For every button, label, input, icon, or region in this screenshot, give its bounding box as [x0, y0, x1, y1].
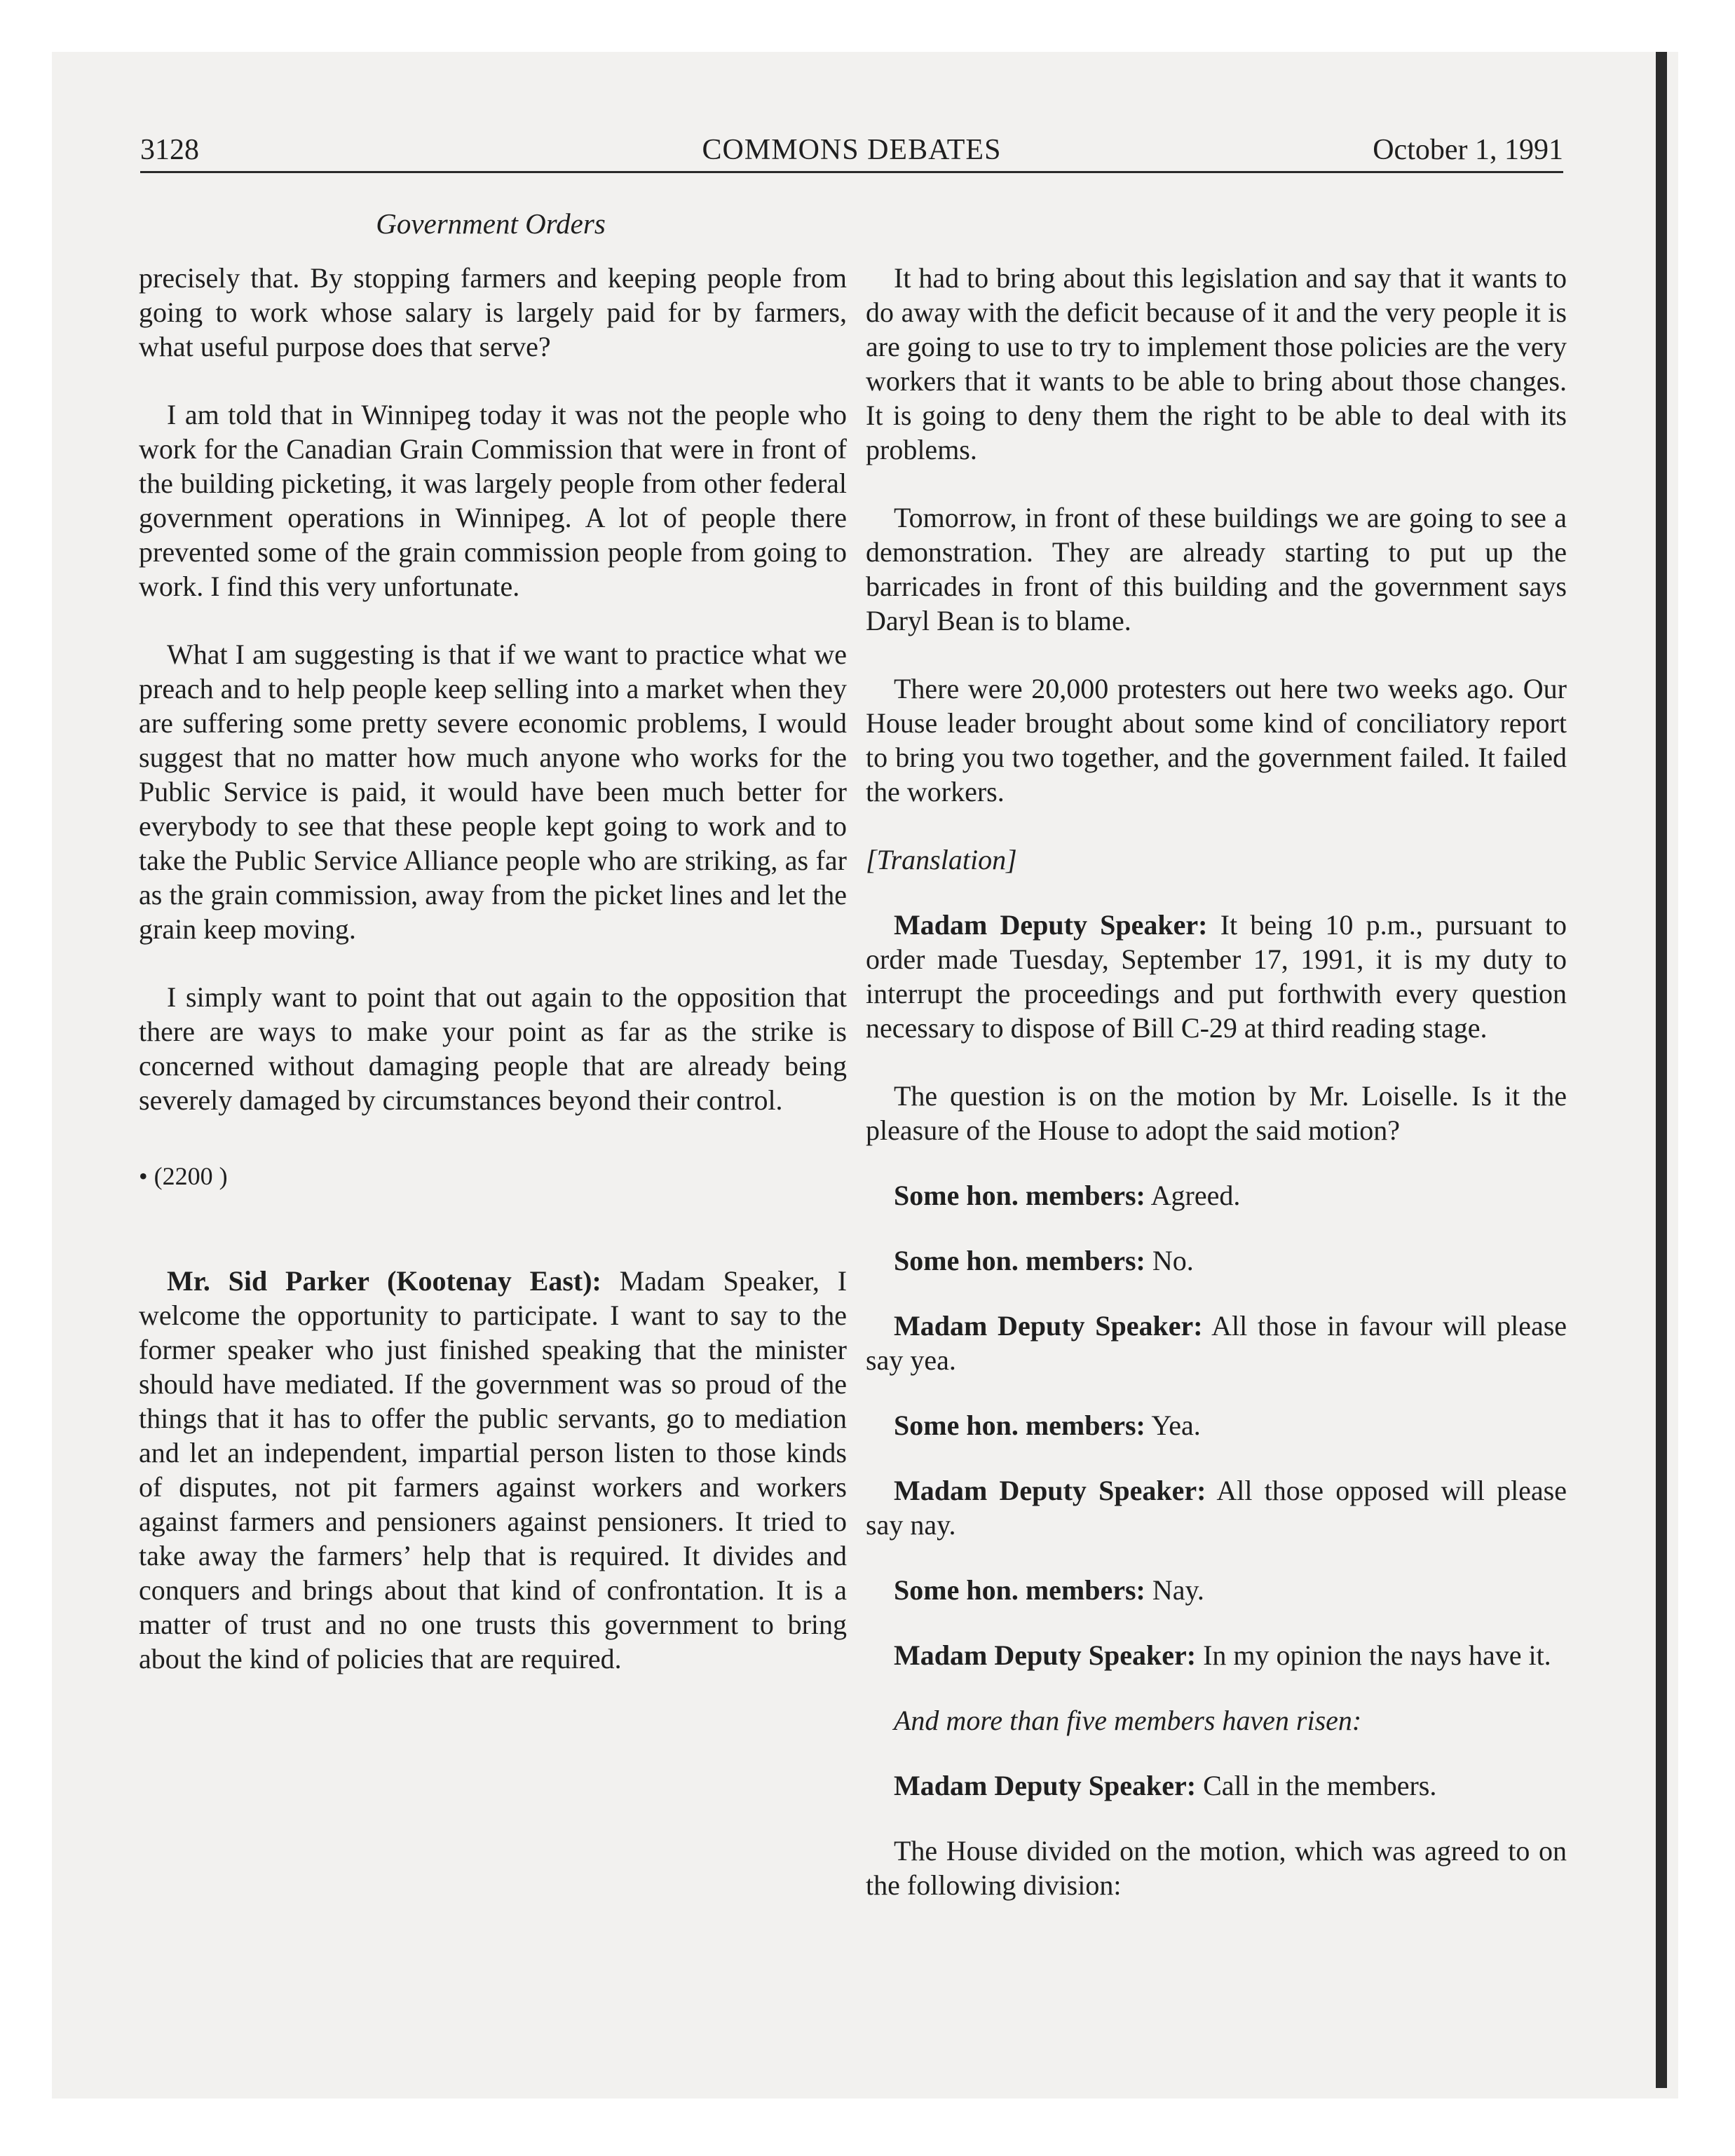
time-marker: • (2200 )	[139, 1162, 228, 1190]
paragraph: Tomorrow, in front of these buildings we are going to see a demonstration. They are already starting to put up the barricades in front of this building and the government says Daryl Bean is to blame.	[866, 502, 1567, 636]
paragraph: I am told that in Winnipeg today it was not the people who work for the Canadian Grain Commission that were in front of the building picketing, it was largely people from other federal government operations in Winnipeg. A lot of people there prevented some of the grain commission people from going to work. I find this very unfortunate.	[139, 399, 847, 602]
paragraph: What I am suggesting is that if we want to practice what we preach and to help people keep selling into a market when they are suffering some pretty severe economic problems, I would suggest that no matter how much anyone who works for the Public Service is paid, it would have been much better for everybody to see that these people kept going to work and to take the Public Service Alliance people who are striking, as far as the grain commission, away from the picket lines and let the grain keep moving.	[139, 639, 847, 945]
paragraph: precisely that. By stopping farmers and keeping people from going to work whose salary is largely paid for by farmers, what useful purpose does that serve?	[139, 262, 847, 362]
speech-text: Agreed.	[1145, 1180, 1241, 1211]
speaker-name: Madam Deputy Speaker:	[894, 1639, 1197, 1671]
header-rule	[140, 171, 1563, 173]
speech-paragraph	[866, 1473, 1567, 1542]
left-column	[139, 261, 847, 1710]
running-head	[140, 130, 1563, 170]
paragraph: The question is on the motion by Mr. Loiselle. Is it the pleasure of the House to adopt the said motion?	[866, 1080, 1567, 1146]
speaker-name: Madam Deputy Speaker:	[894, 1770, 1197, 1801]
speaker-name: Madam Deputy Speaker:	[894, 1475, 1206, 1506]
scan-edge-shadow	[1656, 52, 1667, 2088]
speech-paragraph	[139, 1264, 847, 1676]
translation-note: [Translation]	[866, 844, 1017, 875]
speech-paragraph	[866, 1573, 1567, 1607]
right-column	[866, 261, 1567, 1936]
speech-text: It being 10 p.m., pursuant to order made Tuesday, September 17, 1991, it is my duty to interrupt the proceedings and put forthwith every question necessary to dispose of Bill C-29 at third reading stage.	[866, 909, 1567, 1044]
speaker-name: Some hon. members:	[894, 1410, 1145, 1441]
speech-text: All those opposed will please say nay.	[866, 1475, 1567, 1541]
speech-text: Nay.	[1145, 1574, 1204, 1606]
speech-paragraph	[866, 1309, 1567, 1377]
speaker-name: Mr. Sid Parker (Kootenay East):	[167, 1265, 601, 1297]
publication-title: COMMONS DEBATES	[702, 134, 1002, 166]
speaker-name: Some hon. members:	[894, 1574, 1145, 1606]
speech-paragraph	[866, 1638, 1567, 1672]
speaker-name: Some hon. members:	[894, 1180, 1145, 1211]
publication-date: October 1, 1991	[1373, 134, 1563, 166]
speech-text: Yea.	[1145, 1410, 1201, 1441]
speaker-name: Madam Deputy Speaker:	[894, 1310, 1203, 1342]
speech-paragraph	[866, 1408, 1567, 1442]
speech-text: Call in the members.	[1196, 1770, 1437, 1801]
speech-paragraph	[866, 1178, 1567, 1213]
paragraph: It had to bring about this legislation and say that it wants to do away with the deficit because of it and the very people it is are going to use to try to implement those policies are the very workers that it wants to be able to bring about those changes. It is going to deny them the right to be able to deal with its problems.	[866, 262, 1567, 465]
paragraph: The House divided on the motion, which was agreed to on the following division:	[866, 1835, 1567, 1901]
speech-text: All those in favour will please say yea.	[866, 1310, 1567, 1376]
page-number: 3128	[140, 134, 199, 166]
speaker-name: Some hon. members:	[894, 1245, 1145, 1276]
speech-paragraph	[866, 908, 1567, 1045]
speech-paragraph	[866, 1768, 1567, 1803]
speaker-name: Madam Deputy Speaker:	[894, 909, 1208, 941]
speech-paragraph	[866, 1243, 1567, 1278]
paragraph: There were 20,000 protesters out here two weeks ago. Our House leader brought about some kind of conciliatory report to bring you two together, and the government failed. It failed the workers.	[866, 673, 1567, 807]
speech-text: Madam Speaker, I welcome the opportunity to participate. I want to say to the former speaker who just finished speaking that the minister should have mediated. If the government was so proud of the things that it has to offer the public servants, go to mediation and let an independent, impartial person listen to those kinds of disputes, not pit farmers against workers and workers against farmers and pensioners against pensioners. It tried to take away the farmers’ help that is required. It divides and conquers and brings about that kind of confrontation. It is a matter of trust and no one trusts this government to bring about the kind of policies that are required.	[139, 1265, 848, 1674]
stage-direction: And more than five members haven risen:	[894, 1705, 1362, 1736]
speech-text: In my opinion the nays have it.	[1196, 1639, 1551, 1671]
speech-text: No.	[1145, 1245, 1194, 1276]
section-heading: Government Orders	[376, 207, 606, 240]
paragraph: I simply want to point that out again to the opposition that there are ways to make your point as far as the strike is concerned without damaging people that are already being severely damaged by circumstances beyond their control.	[139, 981, 847, 1116]
